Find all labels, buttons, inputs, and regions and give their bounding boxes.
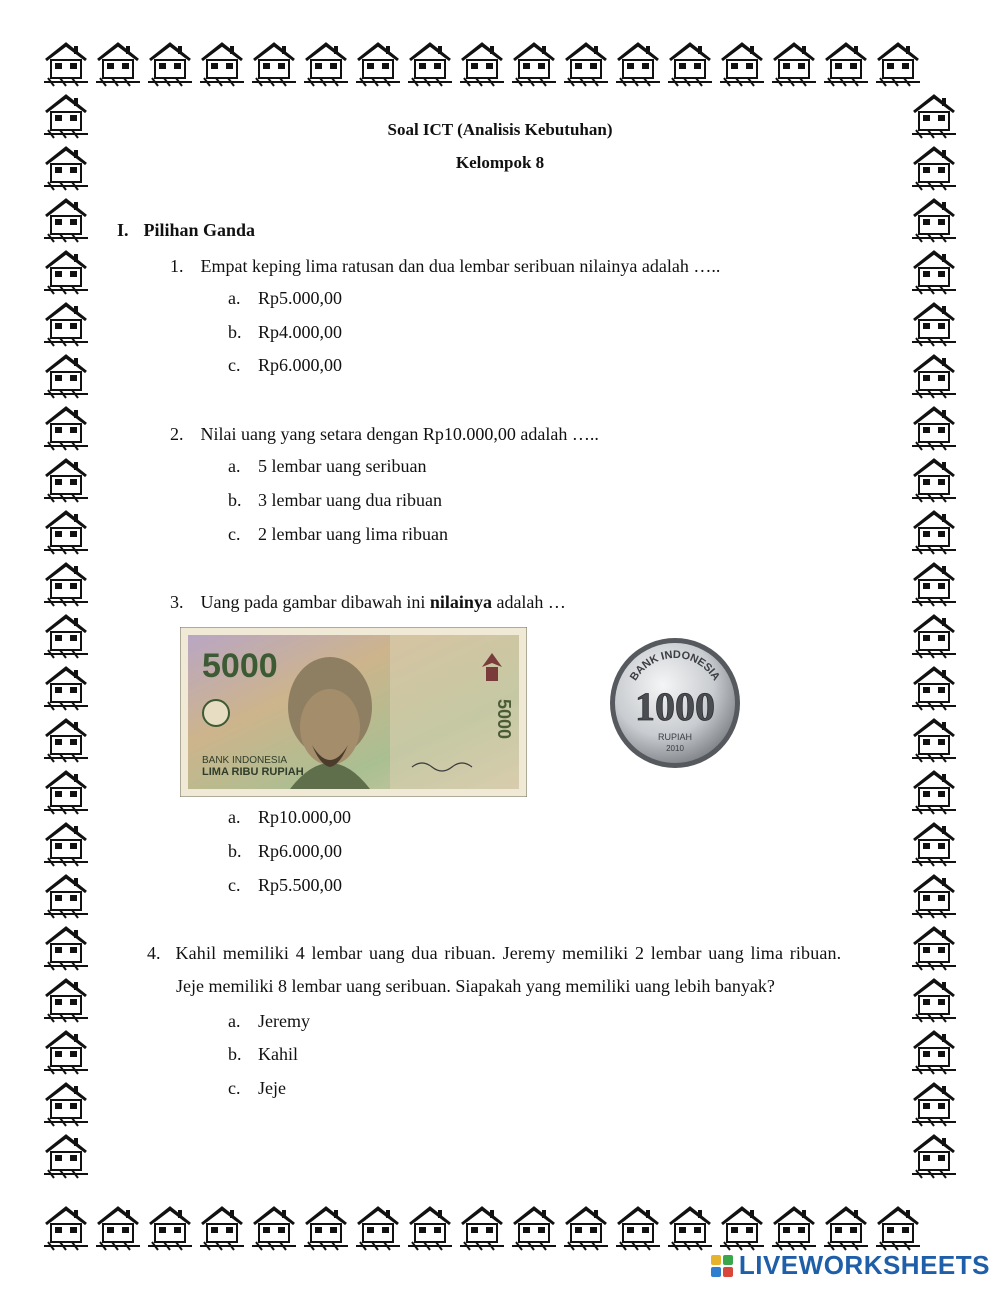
border-right [908,88,960,1180]
border-house-icon [908,920,960,972]
border-house-icon [456,1200,508,1252]
border-house-icon [820,36,872,88]
option-label: a. [228,807,241,827]
question-1-option-a[interactable] [228,288,342,309]
question-3-option-a[interactable] [228,807,351,828]
border-house-icon [92,36,144,88]
option-label: b. [228,841,242,861]
document-title: Soal ICT (Analisis Kebutuhan) [387,120,613,139]
border-house-icon [612,36,664,88]
border-house-icon [456,36,508,88]
question-4-option-b[interactable] [228,1044,298,1065]
option-label: b. [228,490,242,510]
coin-top-text: BANK INDONESIA [627,648,723,683]
option-label: c. [228,1078,241,1098]
border-house-icon [352,36,404,88]
border-house-icon [40,192,92,244]
question-text-end: adalah … [496,592,566,612]
section-number: I. [117,220,129,240]
coin-year-text: 2010 [666,744,684,753]
option-text: Rp6.000,00 [258,355,343,375]
border-house-icon [144,36,196,88]
border-house-icon [300,1200,352,1252]
liveworksheets-logo[interactable] [711,1250,990,1281]
border-house-icon [908,244,960,296]
coin-1000-image [608,636,742,770]
question-text-emphasis: nilainya [429,592,492,612]
banknote-bank-name: BANK INDONESIA [202,755,288,766]
question-1-option-b[interactable] [228,322,342,343]
question-text: Nilai uang yang setara dengan Rp10.000,00 adalah ….. [200,424,599,444]
border-house-icon [196,1200,248,1252]
question-4-line2: Jeje memiliki 8 lembar uang seribuan. Siapakah yang memiliki uang lebih banyak? [176,976,775,996]
option-text: Rp5.500,00 [258,875,343,895]
banknote-emblem [203,700,229,726]
question-number: 1. [170,256,184,276]
option-text: Rp4.000,00 [258,322,343,342]
border-house-icon [40,1128,92,1180]
section-heading [117,220,255,241]
border-left [40,88,92,1180]
question-2-option-a[interactable] [228,456,426,477]
border-house-icon [908,1076,960,1128]
border-house-icon [664,1200,716,1252]
border-house-icon [908,504,960,556]
question-4-option-a[interactable] [228,1011,310,1032]
border-house-icon [40,920,92,972]
border-house-icon [908,608,960,660]
border-house-icon [872,1200,924,1252]
border-house-icon [768,36,820,88]
border-house-icon [40,348,92,400]
question-3 [170,592,566,613]
option-text: 2 lembar uang lima ribuan [258,524,448,544]
option-text: Rp10.000,00 [258,807,352,827]
border-top [40,36,924,88]
border-house-icon [716,1200,768,1252]
banknote-5000-image [180,627,527,797]
border-house-icon [40,660,92,712]
border-house-icon [40,244,92,296]
border-house-icon [664,36,716,88]
question-2-option-b[interactable] [228,490,442,511]
option-label: c. [228,355,241,375]
border-bottom [40,1200,924,1252]
border-house-icon [300,36,352,88]
option-label: c. [228,524,241,544]
option-label: a. [228,456,241,476]
border-house-icon [404,36,456,88]
question-number: 3. [170,592,184,612]
border-house-icon [908,972,960,1024]
banknote-value-text: 5000 [202,647,278,685]
option-label: b. [228,1044,242,1064]
section-label: Pilihan Ganda [143,220,256,240]
question-text: Empat keping lima ratusan dan dua lembar seribuan nilainya adalah ….. [200,256,721,276]
border-house-icon [40,296,92,348]
border-house-icon [40,712,92,764]
border-house-icon [352,1200,404,1252]
border-house-icon [144,1200,196,1252]
border-house-icon [40,972,92,1024]
border-house-icon [40,1024,92,1076]
document-subtitle: Kelompok 8 [455,153,545,172]
border-house-icon [40,504,92,556]
border-house-icon [508,1200,560,1252]
question-2-option-c[interactable] [228,524,448,545]
border-house-icon [560,1200,612,1252]
border-house-icon [908,1024,960,1076]
border-house-icon [248,1200,300,1252]
question-3-option-b[interactable] [228,841,342,862]
option-text: Jeremy [258,1011,310,1031]
border-house-icon [908,1128,960,1180]
border-house-icon [40,868,92,920]
border-house-icon [820,1200,872,1252]
border-house-icon [404,1200,456,1252]
question-1-option-c[interactable] [228,355,342,376]
border-house-icon [908,816,960,868]
border-house-icon [40,400,92,452]
question-text-line1: Kahil memiliki 4 lembar uang dua ribuan. Jeremy memiliki 2 lembar uang lima ribuan. [175,943,842,963]
border-house-icon [92,1200,144,1252]
coin-value-text: 1000 [635,684,715,729]
banknote-denomination-words: LIMA RIBU RUPIAH [202,766,304,778]
border-house-icon [40,452,92,504]
border-house-icon [908,400,960,452]
question-4-option-c[interactable] [228,1078,286,1099]
border-house-icon [716,36,768,88]
option-text: Kahil [258,1044,298,1064]
question-number: 2. [170,424,184,444]
border-house-icon [40,36,92,88]
coin-unit-text: RUPIAH [657,732,693,742]
question-3-option-c[interactable] [228,875,342,896]
option-label: b. [228,322,242,342]
logo-blocks-icon [711,1255,733,1277]
border-house-icon [908,712,960,764]
border-house-icon [196,36,248,88]
border-house-icon [560,36,612,88]
border-house-icon [908,556,960,608]
question-number: 4. [147,943,161,963]
border-house-icon [40,556,92,608]
border-house-icon [872,36,924,88]
option-text: Rp6.000,00 [258,841,343,861]
border-house-icon [612,1200,664,1252]
option-label: c. [228,875,241,895]
border-house-icon [40,816,92,868]
question-2 [170,424,599,445]
option-text: Jeje [258,1078,286,1098]
border-house-icon [248,36,300,88]
option-text: 3 lembar uang dua ribuan [258,490,442,510]
logo-brand-text: LIVEWORKSHEETS [738,1250,990,1280]
border-house-icon [40,1200,92,1252]
border-house-icon [908,764,960,816]
border-house-icon [40,608,92,660]
border-house-icon [908,296,960,348]
question-text: Uang pada gambar dibawah ini [200,592,426,612]
border-house-icon [908,452,960,504]
border-house-icon [40,1076,92,1128]
question-4 [147,943,841,964]
border-house-icon [908,348,960,400]
banknote-portrait-face [300,689,360,765]
option-text: 5 lembar uang seribuan [258,456,427,476]
question-1 [170,256,720,277]
border-house-icon [908,660,960,712]
border-house-icon [40,764,92,816]
option-text: Rp5.000,00 [258,288,343,308]
border-house-icon [508,36,560,88]
option-label: a. [228,288,241,308]
border-house-icon [908,868,960,920]
border-house-icon [908,192,960,244]
banknote-side-value: 5000 [494,699,514,740]
option-label: a. [228,1011,241,1031]
border-house-icon [768,1200,820,1252]
